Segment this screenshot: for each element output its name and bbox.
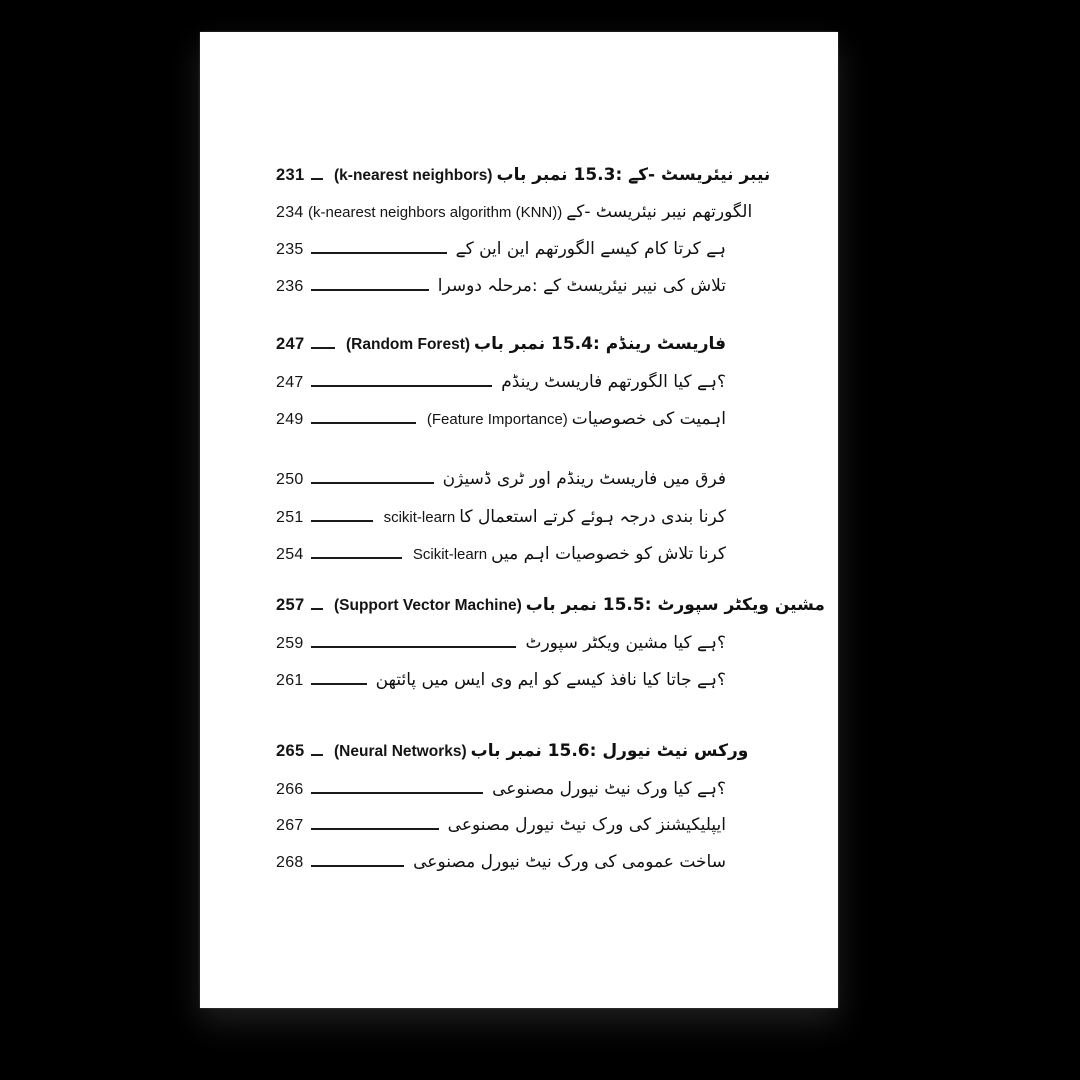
latin-title: Scikit-learn (412, 546, 488, 563)
entry-title-urdu: مصنوعی نیورل نیٹ ورک کی عمومی ساخت (413, 852, 726, 872)
entry-title-urdu: رینڈم فاریسٹ الگورتھم کیا ہے؟ (501, 372, 726, 392)
toc-entry-row (276, 238, 726, 275)
toc-chapter-row (276, 334, 726, 371)
table-of-contents (276, 164, 825, 889)
page-number: 247 (276, 374, 304, 391)
toc-group (276, 334, 726, 445)
leader-line (311, 681, 367, 685)
leader-line (311, 518, 373, 522)
toc-entry-row (276, 669, 726, 706)
latin-title: (Feature Importance) (426, 411, 568, 428)
toc-group (276, 164, 771, 312)
page-number: 236 (276, 278, 304, 295)
leader-line (311, 383, 492, 387)
entry-title-urdu: ڈسیژن ٹری اور رینڈم فاریسٹ میں فرق (442, 469, 726, 489)
leader-line (311, 287, 429, 291)
toc-entry-row (276, 469, 726, 506)
toc-entry-row (276, 408, 726, 445)
latin-title: (Random Forest) (346, 336, 471, 353)
page-number: 254 (276, 546, 304, 563)
leader-line (311, 555, 402, 559)
toc-chapter-row (276, 741, 749, 778)
toc-entry-row (276, 201, 753, 238)
toc-group (276, 595, 825, 706)
page-number: 249 (276, 411, 304, 428)
page-number: 231 (276, 166, 305, 184)
page-number: 257 (276, 596, 305, 614)
toc-entry-row (276, 815, 726, 852)
leader-line (311, 345, 335, 349)
leader-line (311, 644, 516, 648)
entry-title-urdu: خصوصیات کی اہمیت (571, 409, 726, 429)
entry-title-urdu: سپورٹ ویکٹر مشین کیا ہے؟ (525, 633, 726, 653)
leader-line (311, 420, 416, 424)
latin-title: (Support Vector Machine) (334, 597, 522, 614)
book-page (200, 32, 838, 1008)
chapter-title-urdu: باب نمبر 15.5: سپورٹ ویکٹر مشین (525, 595, 825, 615)
page-number: 266 (276, 781, 304, 798)
page-number: 268 (276, 854, 304, 871)
leader-line (311, 606, 323, 610)
leader-line (311, 826, 439, 830)
entry-title-urdu: کے این این الگورتھم کیسے کام کرتا ہے (455, 239, 726, 259)
page-number: 250 (276, 471, 304, 488)
page-number: 247 (276, 335, 305, 353)
leader-line (311, 752, 323, 756)
toc-entry-row (276, 506, 726, 543)
leader-line (311, 176, 323, 180)
page-number: 259 (276, 635, 304, 652)
entry-title-urdu: کے- نیئریسٹ نیبر الگورتھم (566, 202, 753, 222)
toc-group (276, 741, 749, 889)
leader-line (311, 480, 434, 484)
chapter-title-urdu: باب نمبر 15.4: رینڈم فاریسٹ (474, 334, 726, 354)
chapter-title-urdu: باب نمبر 15.6: نیورل نیٹ ورکس (470, 741, 749, 761)
latin-title: (k-nearest neighbors algorithm (KNN)) (308, 204, 563, 221)
latin-title: scikit-learn (383, 509, 456, 526)
toc-entry-row (276, 852, 726, 889)
page-number: 265 (276, 742, 305, 760)
toc-entry-row (276, 371, 726, 408)
toc-entry-row (276, 632, 726, 669)
entry-title-urdu: مصنوعی نیورل نیٹ ورک کیا ہے؟ (492, 779, 726, 799)
latin-title: (k-nearest neighbors) (334, 167, 493, 184)
entry-title-urdu: مصنوعی نیورل نیٹ ورک کی ایپلیکیشنز (447, 815, 726, 835)
page-number: 234 (276, 204, 304, 221)
page-number: 261 (276, 672, 304, 689)
chapter-title-urdu: باب نمبر 15.3: کے- نیئریسٹ نیبر (496, 165, 771, 185)
page-number: 251 (276, 509, 304, 526)
entry-title-urdu: میں اہم خصوصیات کو تلاش کرنا (491, 544, 726, 564)
toc-group (276, 469, 726, 580)
entry-title-urdu: کا استعمال کرتے ہوئے درجہ بندی کرنا (459, 507, 726, 527)
page-number: 267 (276, 817, 304, 834)
page-number: 235 (276, 241, 304, 258)
leader-line (311, 863, 404, 867)
entry-title-urdu: دوسرا مرحلہ: کے نیئریسٹ نیبر کی تلاش (437, 276, 726, 296)
toc-chapter-row (276, 164, 771, 201)
toc-entry-row (276, 778, 726, 815)
entry-title-urdu: پائتھن میں ایس وی ایم کو کیسے نافذ کیا جاتا ہے؟ (375, 670, 726, 690)
toc-chapter-row (276, 595, 825, 632)
toc-entry-row (276, 543, 726, 580)
toc-entry-row (276, 275, 726, 312)
latin-title: (Neural Networks) (334, 743, 467, 760)
leader-line (311, 250, 447, 254)
leader-line (311, 790, 483, 794)
